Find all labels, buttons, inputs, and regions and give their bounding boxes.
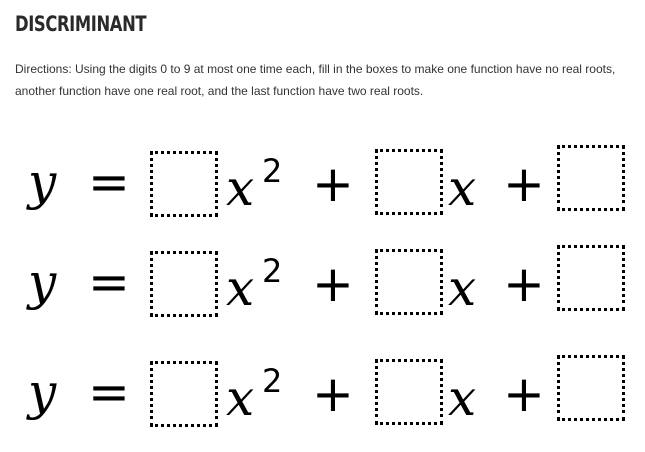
variable-y: y xyxy=(28,153,57,211)
variable-x-squared: x xyxy=(226,259,255,317)
equals-sign: = xyxy=(88,153,130,211)
variable-x-squared: x xyxy=(226,369,255,427)
plus-sign: + xyxy=(312,255,354,313)
variable-y: y xyxy=(28,253,57,311)
plus-sign: + xyxy=(503,255,545,313)
variable-x: x xyxy=(448,159,477,217)
variable-x-squared: x xyxy=(226,159,255,217)
coefficient-b-box[interactable] xyxy=(375,149,443,215)
page-title: DISCRIMINANT xyxy=(15,12,147,36)
plus-sign: + xyxy=(312,365,354,423)
directions-text: Directions: Using the digits 0 to 9 at most one time each, fill in the boxes to make one function have no real roots, another function have one real root, and the last function have two real roots. xyxy=(15,62,616,98)
coefficient-a-box[interactable] xyxy=(150,361,218,427)
exponent-two: 2 xyxy=(262,252,283,290)
variable-y: y xyxy=(28,363,57,421)
equals-sign: = xyxy=(88,363,130,421)
plus-sign: + xyxy=(503,155,545,213)
constant-c-box[interactable] xyxy=(557,245,625,311)
equals-sign: = xyxy=(88,253,130,311)
coefficient-b-box[interactable] xyxy=(375,249,443,315)
variable-x: x xyxy=(448,369,477,427)
coefficient-b-box[interactable] xyxy=(375,359,443,425)
coefficient-a-box[interactable] xyxy=(150,251,218,317)
equation-row-2 xyxy=(0,245,645,325)
constant-c-box[interactable] xyxy=(557,145,625,211)
coefficient-a-box[interactable] xyxy=(150,151,218,217)
constant-c-box[interactable] xyxy=(557,355,625,421)
exponent-two: 2 xyxy=(262,362,283,400)
variable-x: x xyxy=(448,259,477,317)
plus-sign: + xyxy=(503,365,545,423)
plus-sign: + xyxy=(312,155,354,213)
exponent-two: 2 xyxy=(262,152,283,190)
equation-row-1 xyxy=(0,145,645,225)
equation-row-3 xyxy=(0,355,645,435)
